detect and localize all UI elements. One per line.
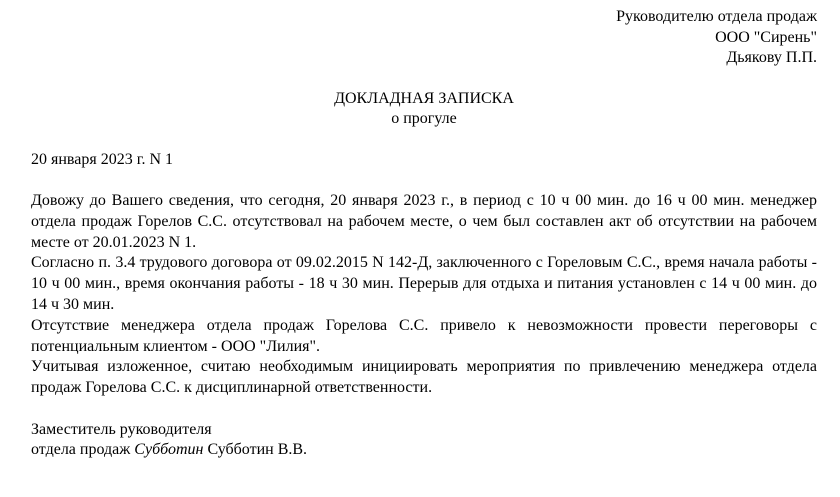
document-date-number: 20 января 2023 г. N 1 bbox=[31, 150, 174, 168]
signer-position-line2 bbox=[31, 440, 817, 461]
document-page bbox=[31, 7, 817, 461]
signer-name: Субботин В.В. bbox=[207, 441, 308, 459]
addressee-name: Дьякову П.П. bbox=[726, 49, 817, 66]
body-paragraph: Довожу до Вашего сведения, что сегодня, 20 января 2023 г., в период с 10 ч 00 мин. до 16 ч 00 мин. менеджер отдела продаж Горелов С.С. отсутствовал на рабочем месте, о чем был составлен акт об отсутствии на рабочем месте от 20.01.2023 N 1. bbox=[31, 192, 817, 251]
handwritten-signature: Субботин bbox=[134, 441, 204, 459]
body-paragraph: Согласно п. 3.4 трудового договора от 09.02.2015 N 142-Д, заключенного с Гореловым С.С., время начала работы - 10 ч 00 мин., время окончания работы - 18 ч 30 мин. Перерыв для отдыха и питания установлен с 14 ч 00 мин. до 14 ч 30 мин. bbox=[31, 254, 817, 313]
addressee-block bbox=[31, 7, 817, 69]
document-title-block bbox=[31, 89, 817, 130]
signer-department: отдела продаж bbox=[31, 441, 131, 459]
document-title: ДОКЛАДНАЯ ЗАПИСКА bbox=[334, 89, 514, 107]
signature-block bbox=[31, 420, 817, 461]
document-body bbox=[31, 191, 817, 399]
body-paragraph: Отсутствие менеджера отдела продаж Горелова С.С. привело к невозможности провести переговоры с потенциальным клиентом - ООО "Лилия". bbox=[31, 316, 817, 355]
addressee-position: Руководителю отдела продаж bbox=[616, 8, 817, 25]
addressee-company: ООО "Сирень" bbox=[715, 28, 817, 46]
document-subtitle: о прогуле bbox=[391, 110, 457, 127]
signer-position-line1: Заместитель руководителя bbox=[31, 420, 212, 438]
body-paragraph: Учитывая изложенное, считаю необходимым инициировать мероприятия по привлечению менеджера отдела продаж Горелова С.С. к дисциплинарной ответственности. bbox=[31, 358, 817, 397]
